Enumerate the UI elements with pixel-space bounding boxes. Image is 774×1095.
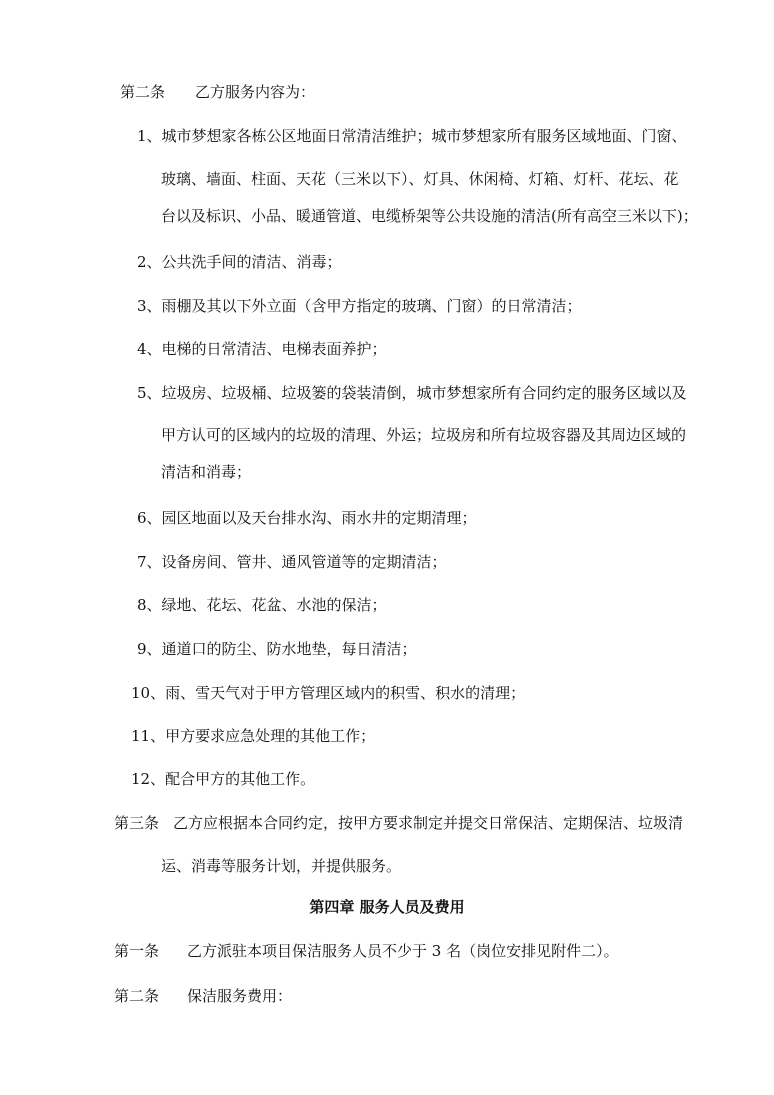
item-number: 11、 — [131, 727, 166, 745]
article-1-label: 第一条 — [114, 942, 160, 960]
article-2-label: 第二条 — [120, 83, 166, 101]
chapter-4-article-1 — [114, 941, 619, 961]
list-item-9 — [137, 639, 417, 659]
list-item-5 — [137, 383, 687, 403]
list-item-10 — [131, 683, 525, 703]
item-text: 垃圾房、垃圾桶、垃圾篓的袋装清倒，城市梦想家所有合同约定的服务区域以及 — [161, 384, 687, 402]
list-item-1 — [137, 126, 687, 146]
list-item-5-line-2: 甲方认可的区域内的垃圾的清理、外运；垃圾房和所有垃圾容器及其周边区域的 — [161, 426, 687, 444]
article-2-heading: 乙方服务内容为： — [195, 83, 316, 101]
article-2-text-ch4: 保洁服务费用： — [187, 987, 293, 1005]
item-text: 设备房间、管井、通风管道等的定期清洁； — [161, 553, 447, 571]
list-item-11 — [131, 726, 375, 746]
item-number: 6、 — [137, 509, 162, 527]
item-number: 8、 — [137, 596, 162, 614]
item-text: 电梯的日常清洁、电梯表面养护； — [161, 340, 387, 358]
item-number: 9、 — [137, 640, 162, 658]
list-item-6 — [137, 508, 477, 528]
list-item-12 — [131, 769, 315, 789]
article-2-label-ch4: 第二条 — [114, 987, 160, 1005]
item-number: 12、 — [131, 770, 166, 788]
article-3-line-2: 运、消毒等服务计划，并提供服务。 — [161, 857, 402, 875]
list-item-1-line-2: 玻璃、墙面、柱面、天花（三米以下）、灯具、休闲椅、灯箱、灯杆、花坛、花 — [161, 170, 679, 188]
list-item-1-line-3: 台以及标识、小品、暖通管道、电缆桥架等公共设施的清洁(所有高空三米以下)； — [161, 207, 698, 225]
item-text: 雨、雪天气对于甲方管理区域内的积雪、积水的清理； — [165, 684, 526, 702]
item-number: 4、 — [137, 340, 162, 358]
item-text: 配合甲方的其他工作。 — [165, 770, 316, 788]
chapter-heading: 第四章 服务人员及费用 — [309, 898, 465, 916]
item-number: 2、 — [137, 253, 162, 271]
list-item-5-line-3: 清洁和消毒； — [161, 463, 252, 481]
list-item-2 — [137, 252, 342, 272]
item-text: 雨棚及其以下外立面（含甲方指定的玻璃、门窗）的日常清洁； — [161, 297, 582, 315]
list-item-7 — [137, 552, 447, 572]
item-text: 园区地面以及天台排水沟、雨水井的定期清理； — [161, 509, 477, 527]
item-number: 3、 — [137, 297, 162, 315]
list-item-4 — [137, 339, 387, 359]
article-2-title — [120, 82, 315, 102]
article-3-text: 乙方应根据本合同约定，按甲方要求制定并提交日常保洁、定期保洁、垃圾清 — [173, 814, 684, 832]
item-text: 公共洗手间的清洁、消毒； — [161, 253, 342, 271]
article-1-text: 乙方派驻本项目保洁服务人员不少于 3 名（岗位安排见附件二）。 — [187, 942, 619, 960]
article-3-label: 第三条 — [114, 814, 160, 832]
article-3-line-1 — [114, 813, 683, 833]
item-number: 5、 — [137, 384, 162, 402]
item-number: 7、 — [137, 553, 162, 571]
item-text: 通道口的防尘、防水地垫，每日清洁； — [161, 640, 417, 658]
item-number: 1、 — [137, 127, 162, 145]
chapter-4-article-2 — [114, 986, 292, 1006]
item-number: 10、 — [131, 684, 166, 702]
item-text: 城市梦想家各栋公区地面日常清洁维护；城市梦想家所有服务区域地面、门窗、 — [161, 127, 687, 145]
list-item-3 — [137, 296, 582, 316]
item-text: 绿地、花坛、花盆、水池的保洁； — [161, 596, 387, 614]
item-text: 甲方要求应急处理的其他工作； — [165, 727, 376, 745]
list-item-8 — [137, 595, 387, 615]
